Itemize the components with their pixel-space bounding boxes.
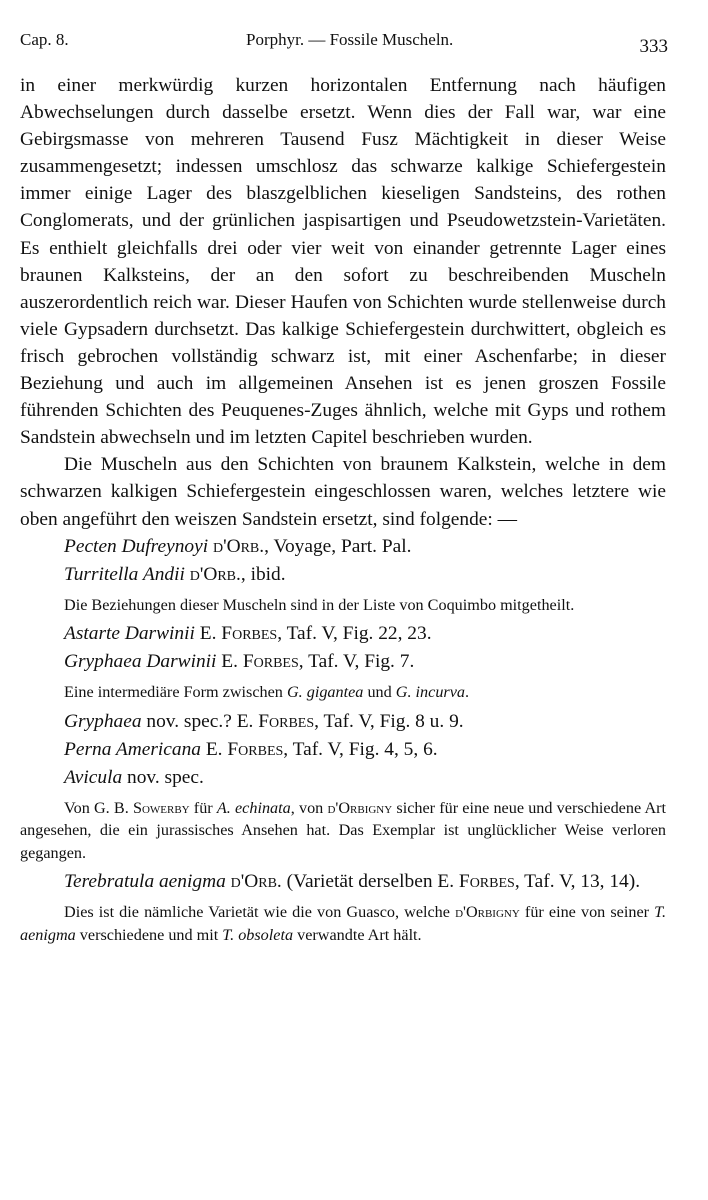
note-text: verwandte Art hält. <box>293 925 422 944</box>
note-text: . <box>465 683 470 702</box>
paragraph-1: in einer merkwürdig kurzen horizontalen Entfernung nach häufigen Abwechselungen durch dasselbe ersetzt. Wenn dies der Fall war, war eine Gebirgsmasse von mehreren Tausend Fusz Mächtigkeit in dieser Weise zusammengesetzt; indessen umschlosz das schwarze kalkige Schiefergestein immer einige Lager des blaszgelblichen kieseligen Sandsteins, des rothen Conglomerats, und der grünlichen jaspisartigen und Pseudowetzstein-Varietäten. Es enthielt gleichfalls drei oder vier weit von einander getrennte Lager eines braunen Kalksteins, der an den sofort zu beschreibenden Muscheln auszerordentlich reich war. Dieser Haufen von Schichten wurde stellenweise durch viele Gypsadern durchsetzt. Das kalkige Schiefergestein durchwittert, obgleich es frisch gebrochen vollständig schwarz ist, mit einer Aschenfarbe; in dieser Beziehung und auch im allgemeinen Ansehen ist es jenen groszen Fossile führenden Schichten des Peuquenes-Zuges ähnlich, welche mit Gyps und rothem Sandstein abwechseln und im letzten Capitel beschrieben wurden. <box>20 75 666 449</box>
fossil-entry-astarte <box>20 620 666 648</box>
note-text: für eine von seiner <box>519 903 655 922</box>
author-name: d'Orbigny <box>327 798 393 817</box>
species-name: Turritella Andii <box>64 563 185 585</box>
fossil-entry-pecten <box>20 533 666 561</box>
species-name: G. gigantea <box>286 683 364 702</box>
fossil-entry-gryphaea-darwinii <box>20 648 666 676</box>
author-name: d'Orb. <box>189 563 241 585</box>
note-text: sicher für eine neue und verschiedene Art angesehen, die ein jurassisches Ansehen hat. Das Exemplar ist unglücklicher Weise verloren gegangen. <box>20 798 667 862</box>
note-text: Dies ist die nämliche Varietät wie die von Guasco, welche <box>64 903 456 922</box>
note-terebratula <box>20 901 666 946</box>
note-coquimbo: Die Beziehungen dieser Muscheln sind in der Liste von Coquimbo mitgetheilt. <box>64 595 575 614</box>
page-number: 333 <box>639 36 668 57</box>
author-name: d'Orb. <box>212 535 265 557</box>
author-name: E. Forbes <box>221 651 299 673</box>
fossil-entry-avicula <box>20 764 666 792</box>
reference: , Taf. V, Fig. 7. <box>298 651 415 673</box>
species-name: G. incurva <box>395 683 465 702</box>
reference: , Taf. V, Fig. 4, 5, 6. <box>283 738 438 760</box>
page-body <box>20 72 666 946</box>
fossil-entry-perna <box>20 736 666 764</box>
note-avicula <box>20 797 666 865</box>
note-text: Eine intermediäre Form zwischen <box>64 683 287 702</box>
species-name: Pecten Dufreynoyi <box>64 535 209 557</box>
note-text: Von <box>64 798 94 817</box>
entry-text: (Varietät derselben <box>281 871 438 893</box>
entry-text: nov. spec.? <box>141 710 237 732</box>
species-name: Perna Americana <box>64 738 201 760</box>
author-name: d'Orb. <box>230 871 282 893</box>
species-name: Terebratula aenigma <box>64 871 226 893</box>
entry-text: nov. spec. <box>122 766 204 788</box>
species-name: Astarte Darwinii <box>64 623 195 645</box>
reference: , Taf. V, Fig. 8 u. 9. <box>314 710 464 732</box>
chapter-label: Cap. 8. <box>20 30 69 49</box>
reference: , Taf. V, Fig. 22, 23. <box>277 623 432 645</box>
species-name: Gryphaea <box>64 710 142 732</box>
fossil-entry-gryphaea-nov <box>20 708 666 736</box>
reference: , Voyage, Part. Pal. <box>264 535 412 557</box>
fossil-entry-turritella <box>20 561 666 589</box>
author-name: E. Forbes <box>236 710 315 732</box>
author-name: E. Forbes <box>205 738 284 760</box>
note-text: , von <box>290 798 328 817</box>
species-name: Gryphaea Darwinii <box>64 651 217 673</box>
species-name: T. obsoleta <box>222 925 294 944</box>
note-text: verschiedene und mit <box>75 925 223 944</box>
species-name: Avicula <box>64 766 123 788</box>
species-name: T. aenigma <box>20 903 666 944</box>
author-name: E. Forbes <box>199 623 278 645</box>
author-name: E. Forbes <box>437 871 515 893</box>
note-gryphaea-intermediate <box>20 681 666 704</box>
paragraph-2: Die Muscheln aus den Schichten von braunem Kalkstein, welche in dem schwarzen kalkigen Schiefergestein eingeschlossen waren, welches letztere wie oben angeführt den weiszen Sandstein ersetzt, sind folgende: — <box>20 454 666 530</box>
fossil-entry-terebratula <box>20 868 666 896</box>
note-text: und <box>363 683 396 702</box>
note-text: für <box>189 798 217 817</box>
reference: , Taf. V, 13, 14). <box>514 871 641 893</box>
running-title: Porphyr. — Fossile Muscheln. <box>246 30 454 49</box>
author-name: G. B. Sowerby <box>93 798 190 817</box>
running-header <box>20 30 668 56</box>
reference: , ibid. <box>240 563 286 585</box>
species-name: A. echinata <box>216 798 291 817</box>
author-name: d'Orbigny <box>455 903 520 922</box>
